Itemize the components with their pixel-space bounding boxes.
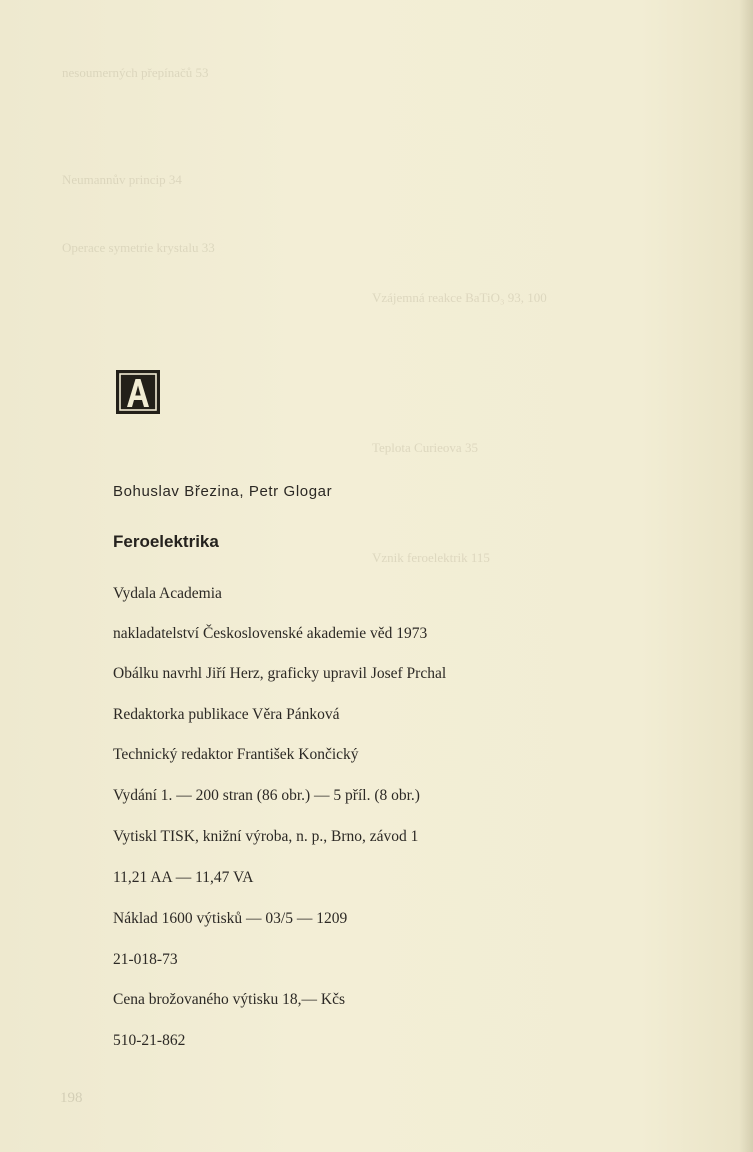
price-line: Cena brožovaného výtisku 18,— Kčs (113, 991, 346, 1008)
bleed-through-text: Vznik feroelektrik 115 (372, 550, 490, 565)
print-run-line: Náklad 1600 výtisků — 03/5 — 1209 (113, 910, 348, 927)
bleed-through-text: nesoumerných přepínačů 53 (62, 65, 209, 80)
edition-line: Vydání 1. — 200 stran (86 obr.) — 5 příl. (8 obr.) (113, 787, 420, 804)
bleed-through-text: Teplota Curieova 35 (372, 440, 478, 455)
academia-logo-icon (113, 367, 163, 417)
sheets-line: 11,21 AA — 11,47 VA (113, 869, 254, 886)
catalog-number-line: 21-018-73 (113, 951, 178, 968)
page-edge-shadow (739, 0, 753, 1152)
page-number: 198 (60, 1090, 83, 1106)
authors: Bohuslav Březina, Petr Glogar (113, 483, 333, 500)
publisher-line: Vydala Academia (113, 585, 222, 602)
book-title: Feroelektrika (113, 532, 219, 551)
editor-line: Redaktorka publikace Věra Pánková (113, 706, 340, 723)
bleed-through-text: Neumannův princip 34 (62, 172, 182, 187)
cover-design-line: Obálku navrhl Jiří Herz, graficky upravil Josef Prchal (113, 665, 447, 682)
technical-editor-line: Technický redaktor František Končický (113, 746, 359, 763)
code-line: 510-21-862 (113, 1032, 186, 1049)
bleed-through-text: Operace symetrie krystalu 33 (62, 240, 215, 255)
printer-line: Vytiskl TISK, knižní výroba, n. p., Brno, závod 1 (113, 828, 419, 845)
bleed-through-text: Vzájemná reakce BaTiO₃ 93, 100 (372, 290, 547, 305)
publisher-detail-line: nakladatelství Československé akademie věd 1973 (113, 625, 428, 642)
